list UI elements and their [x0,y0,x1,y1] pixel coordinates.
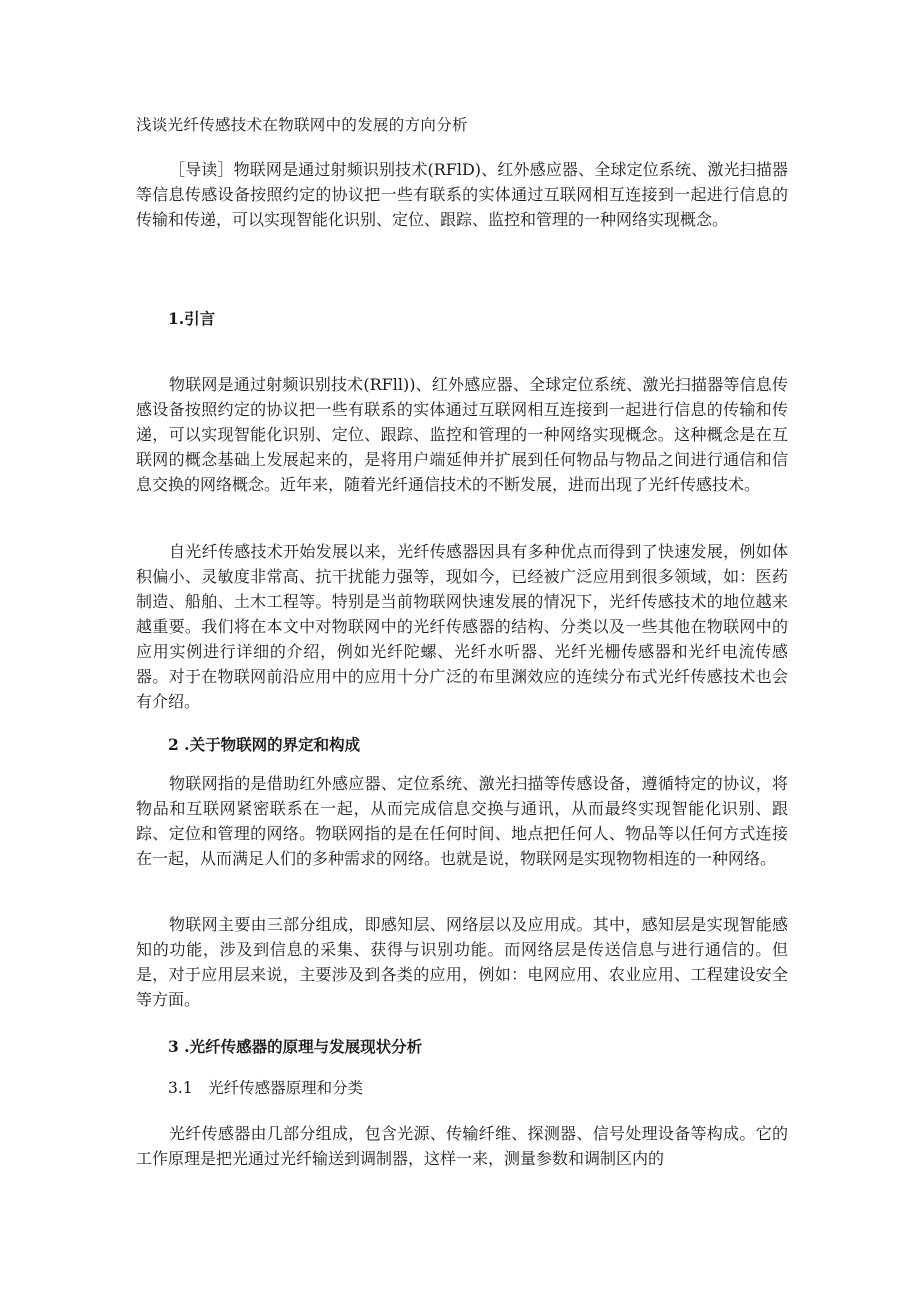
section-heading-1: 1.引言 [168,309,216,328]
intro-paragraph: ［导读］物联网是通过射频识别技术(RFlD)、红外感应器、全球定位系统、激光扫描器等信息传感设备按照约定的协议把一些有联系的实体通过互联网相互连接到一起进行信息的传输和传递，可以实现智能化识别、定位、跟踪、监控和管理的一种网络实现概念。 [136,160,788,229]
subsection-heading-3-1: 3.1 光纤传感器原理和分类 [168,1079,364,1097]
document-title: 浅谈光纤传感技术在物联网中的发展的方向分析 [136,116,468,134]
section-heading-2: 2 .关于物联网的界定和构成 [168,735,361,754]
section-1-paragraph-2: 自光纤传感技术开始发展以来，光纤传感器因具有多种优点而得到了快速发展，例如体积偏小、灵敏度非常高、抗干扰能力强等，现如今，已经被广泛应用到很多领域，如：医药制造、船舶、土木工程等。特别是当前物联网快速发展的情况下，光纤传感技术的地位越来越重要。我们将在本文中对物联网中的光纤传感器的结构、分类以及一些其他在物联网中的应用实例进行详细的介绍，例如光纤陀螺、光纤水听器、光纤光栅传感器和光纤电流传感器。对于在物联网前沿应用中的应用十分广泛的布里渊效应的连续分布式光纤传感技术也会有介绍。 [136,542,788,711]
section-2-paragraph-2: 物联网主要由三部分组成，即感知层、网络层以及应用成。其中，感知层是实现智能感知的功能，涉及到信息的采集、获得与识别功能。而网络层是传送信息与进行通信的。但是，对于应用层来说，主要涉及到各类的应用，例如：电网应用、农业应用、工程建设安全等方面。 [136,915,788,1009]
section-2-paragraph-1: 物联网指的是借助红外感应器、定位系统、激光扫描等传感设备，遵循特定的协议，将物品和互联网紧密联系在一起，从而完成信息交换与通讯，从而最终实现智能化识别、跟踪、定位和管理的网络。物联网指的是在任何时间、地点把任何人、物品等以任何方式连接在一起，从而满足人们的多种需求的网络。也就是说，物联网是实现物物相连的一种网络。 [136,774,788,868]
section-heading-3: 3 .光纤传感器的原理与发展现状分析 [168,1037,423,1056]
section-3-paragraph-1: 光纤传感器由几部分组成，包含光源、传输纤维、探测器、信号处理设备等构成。它的工作原理是把光通过光纤输送到调制器，这样一来，测量参数和调制区内的 [136,1124,788,1168]
section-1-paragraph-1: 物联网是通过射频识别技术(RFll))、红外感应器、全球定位系统、激光扫描器等信息传感设备按照约定的协议把一些有联系的实体通过互联网相互连接到一起进行信息的传输和传递，可以实现智能化识别、定位、跟踪、监控和管理的一种网络实现概念。这种概念是在互联网的概念基础上发展起来的，是将用户端延伸并扩展到任何物品与物品之间进行通信和信息交换的网络概念。近年来，随着光纤通信技术的不断发展，进而出现了光纤传感技术。 [136,375,788,494]
